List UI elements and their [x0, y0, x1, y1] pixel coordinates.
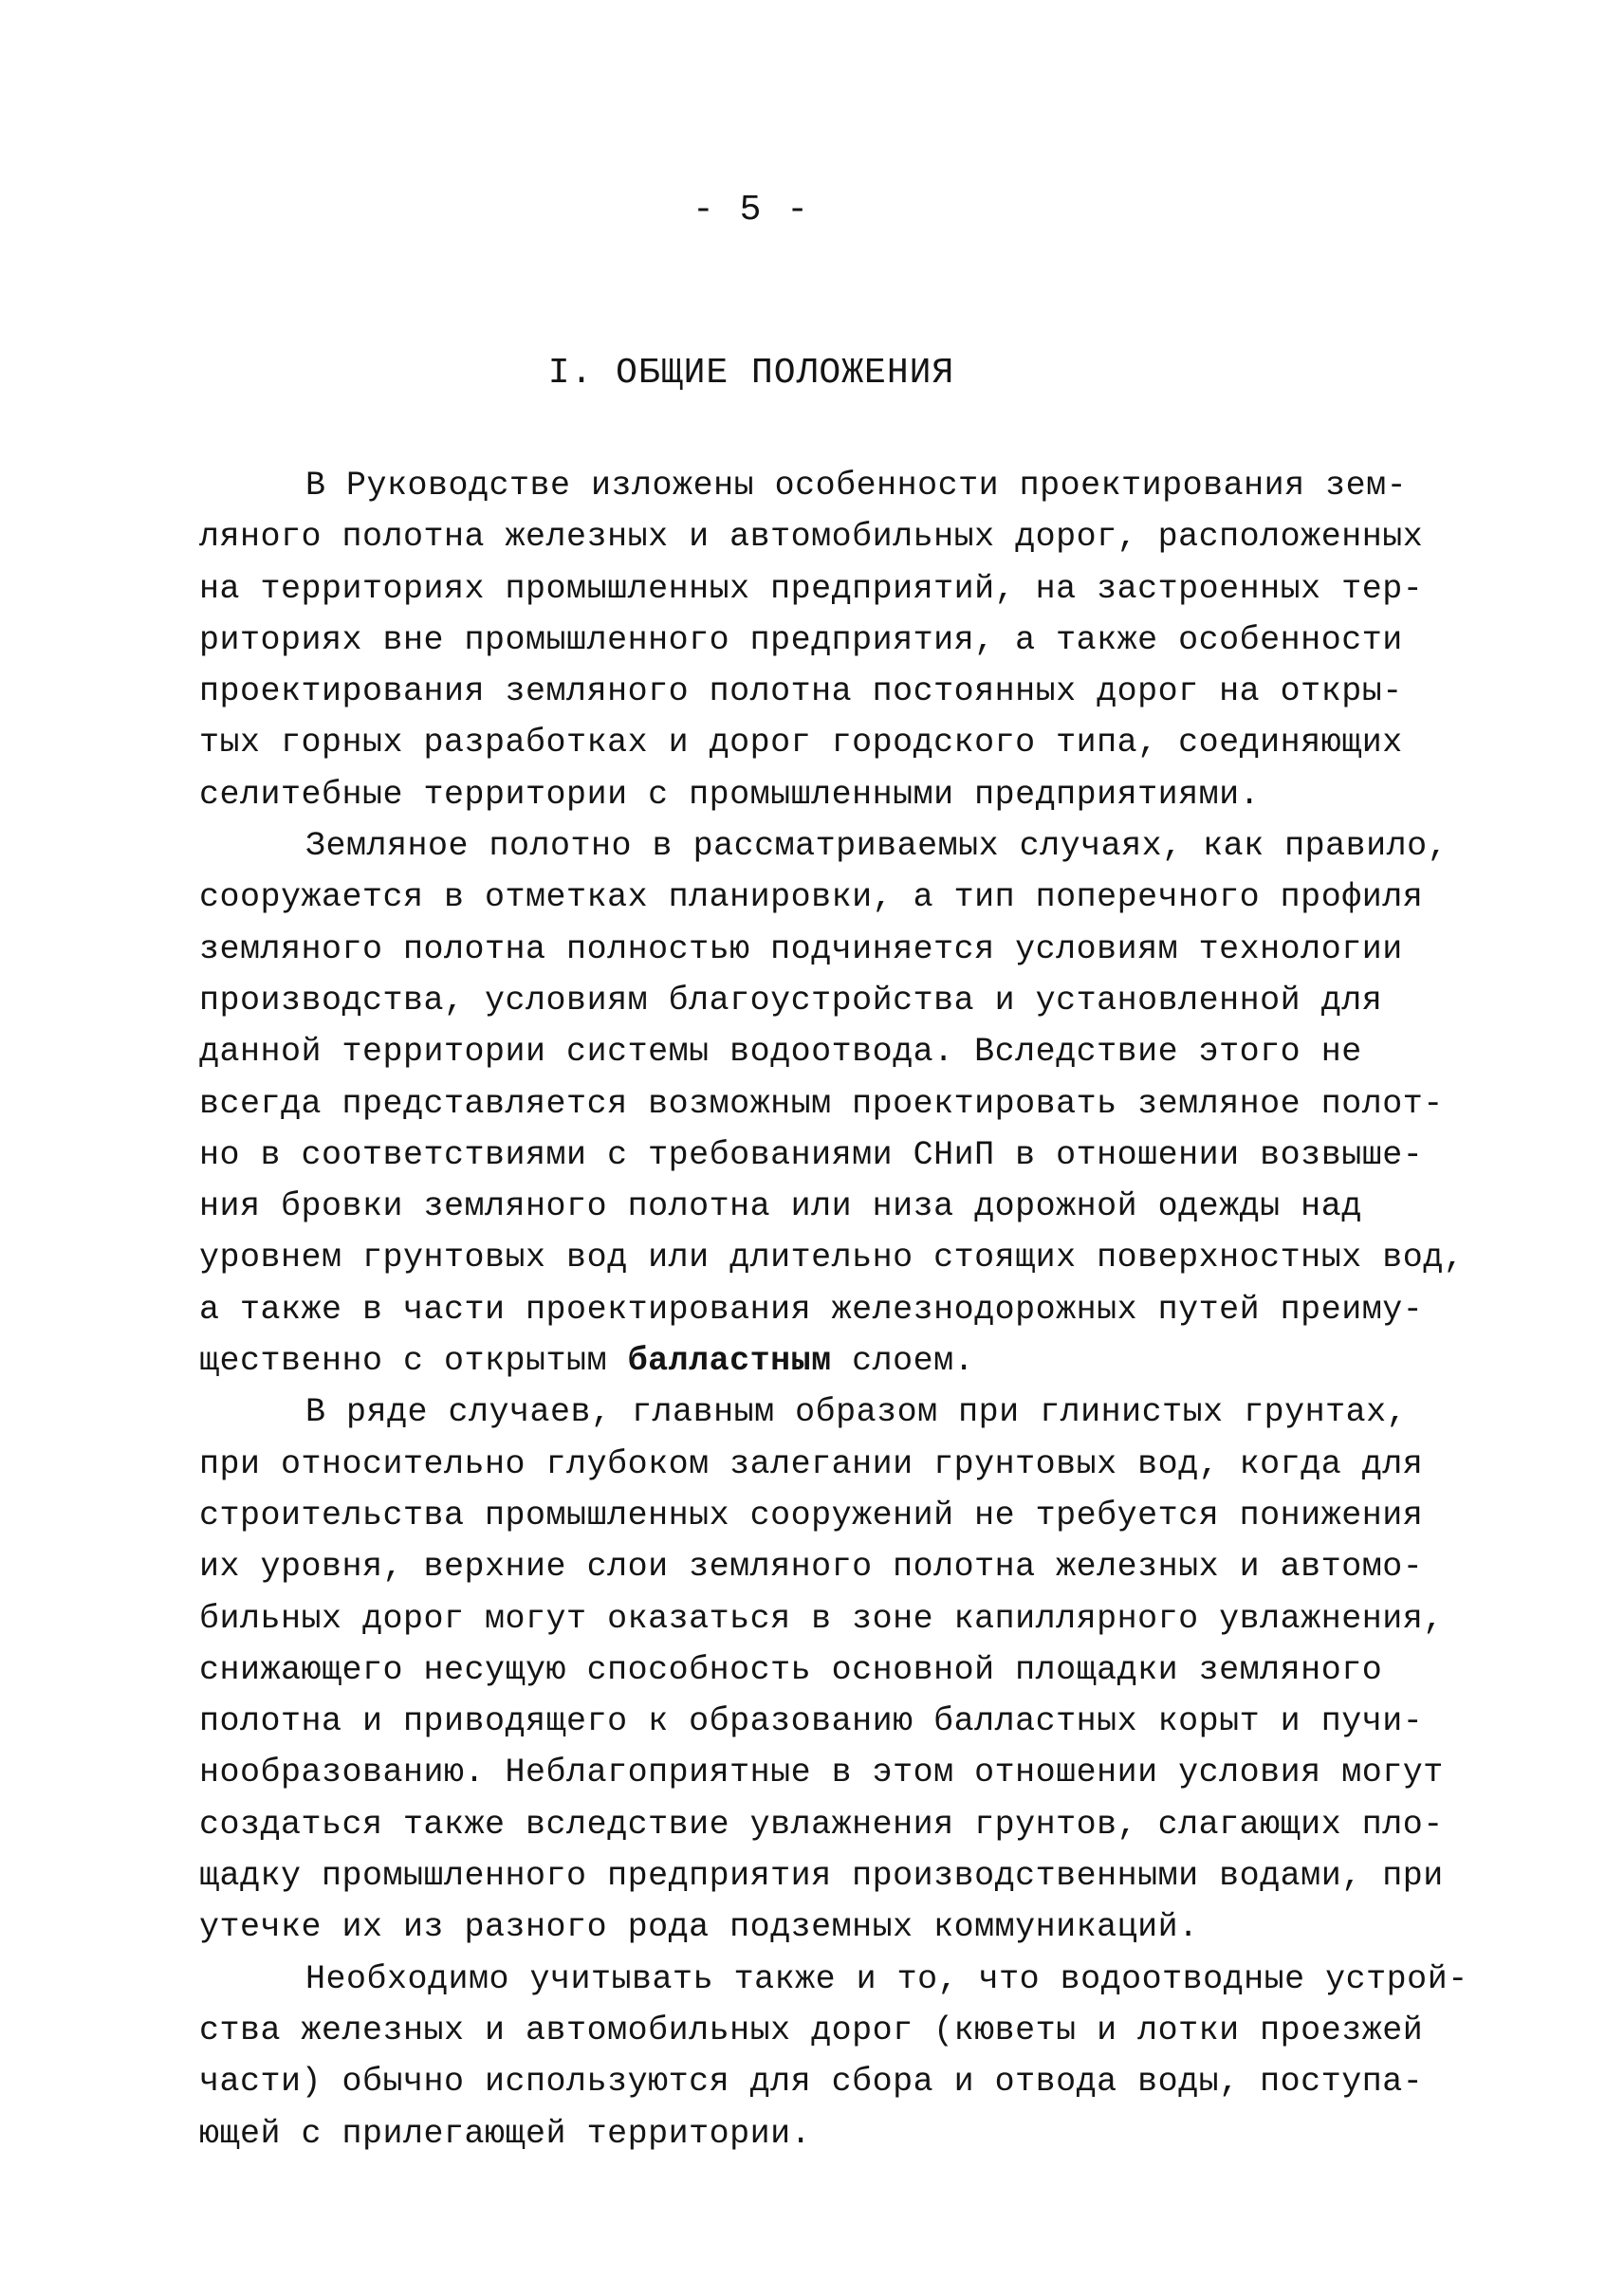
text-line: строительства промышленных сооружений не требуется понижения — [199, 1496, 1424, 1534]
text-line: В Руководстве изложены особенности проектирования зем- — [305, 467, 1408, 505]
bold-term: балластным — [627, 1342, 832, 1381]
text-line: проектирования земляного полотна постоянных дорог на откры- — [199, 672, 1403, 711]
text-line: производства, условиям благоустройства и установленной для — [199, 981, 1383, 1019]
text-line: уровнем грунтовых вод или длительно стоящих поверхностных вод, — [199, 1239, 1465, 1277]
text-line: полотна и приводящего к образованию балластных корыт и пучи- — [199, 1702, 1424, 1741]
text-line: на территориях промышленных предприятий, на застроенных тер- — [199, 569, 1424, 608]
text-line: их уровня, верхние слои земляного полотна железных и автомо- — [199, 1548, 1424, 1587]
text-line: снижающего несущую способность основной площадки земляного — [199, 1650, 1383, 1689]
text-line: а также в части проектирования железнодорожных путей преиму- — [199, 1290, 1424, 1329]
page-number: - 5 - — [692, 190, 811, 230]
text-line: при относительно глубоком залегании грунтовых вод, когда для — [199, 1444, 1424, 1483]
paragraph-3 — [199, 1387, 1444, 1953]
text-line — [199, 1335, 1432, 1387]
text-line: нообразованию. Неблагоприятные в этом отношении условия могут — [199, 1754, 1444, 1792]
text-line: В ряде случаев, главным образом при глинистых грунтах, — [305, 1393, 1408, 1432]
paragraph-2 — [199, 820, 1465, 1387]
text-line: риториях вне промышленного предприятия, а также особенности — [199, 620, 1403, 659]
text-segment: слоем. — [831, 1342, 975, 1381]
text-line: тых горных разработках и дорог городского типа, соединяющих — [199, 724, 1403, 762]
text-line: ющей с прилегающей территории. — [199, 2114, 812, 2153]
body-text — [199, 460, 1468, 2159]
text-line: всегда представляется возможным проектировать земляное полот- — [199, 1084, 1444, 1123]
text-line: части) обычно используются для сбора и отвода воды, поступа- — [199, 2063, 1424, 2102]
paragraph-1 — [199, 460, 1432, 820]
text-line: щадку промышленного предприятия производственными водами, при — [199, 1857, 1444, 1896]
text-line: Необходимо учитывать также и то, что водоотводные устрой- — [305, 1959, 1468, 1998]
paragraph-4 — [199, 1954, 1468, 2159]
text-line: бильных дорог могут оказаться в зоне капиллярного увлажнения, — [199, 1599, 1444, 1638]
text-line: ства железных и автомобильных дорог (кюветы и лотки проезжей — [199, 2011, 1424, 2049]
text-line: данной территории системы водоотвода. Вследствие этого не — [199, 1033, 1362, 1072]
section-title: I. ОБЩИЕ ПОЛОЖЕНИЯ — [547, 353, 955, 394]
text-line: ния бровки земляного полотна или низа дорожной одежды над — [199, 1187, 1362, 1226]
text-line: селитебные территории с промышленными предприятиями. — [199, 775, 1261, 814]
text-line: Земляное полотно в рассматриваемых случаях, как правило, — [305, 827, 1449, 866]
text-line: но в соответствиями с требованиями СНиП в отношении возвыше- — [199, 1135, 1424, 1174]
text-line: ляного полотна железных и автомобильных дорог, расположенных — [199, 518, 1424, 557]
text-line: утечке их из разного рода подземных коммуникаций. — [199, 1908, 1199, 1947]
text-line: сооружается в отметках планировки, а тип поперечного профиля — [199, 878, 1424, 917]
text-line: земляного полотна полностью подчиняется условиям технологии — [199, 929, 1403, 968]
text-segment: щественно с открытым — [199, 1342, 628, 1381]
text-line: создаться также вследствие увлажнения грунтов, слагающих пло- — [199, 1805, 1444, 1844]
